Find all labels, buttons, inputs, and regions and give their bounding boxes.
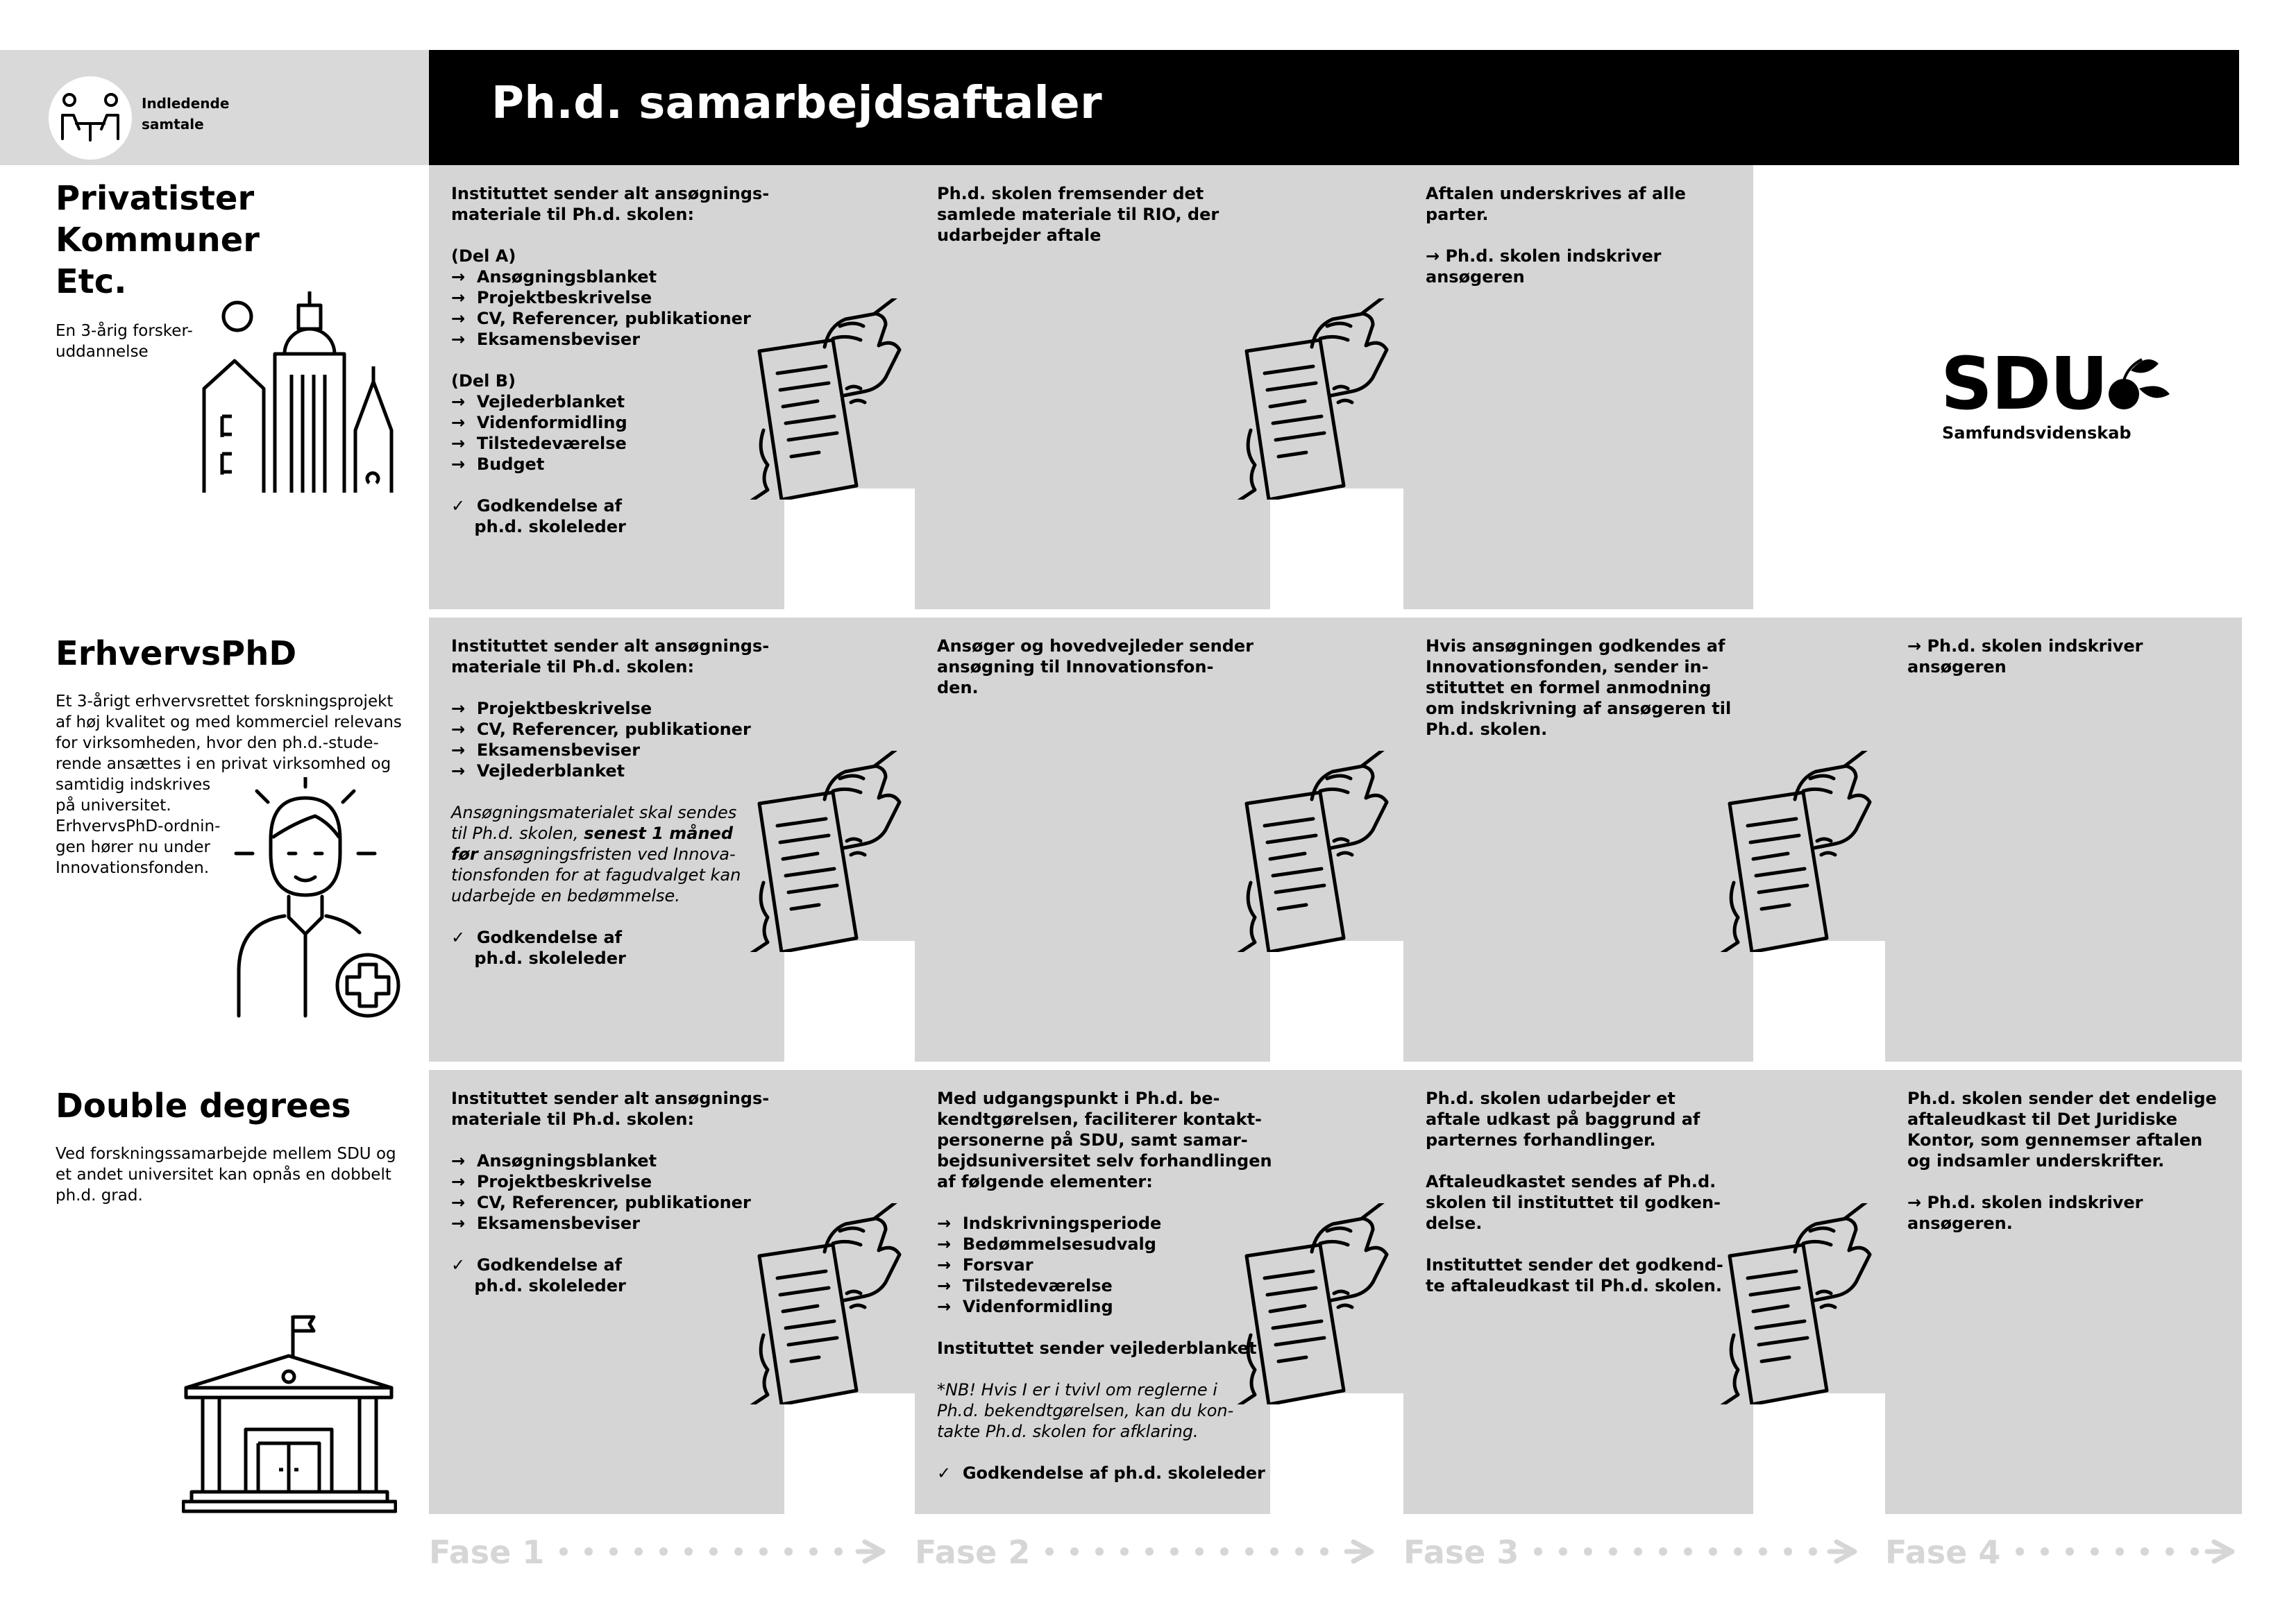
step-text-span: før [451, 844, 478, 864]
step-text-span: om indskrivning af ansøgeren til [1426, 699, 1732, 718]
step-text-span: → CV, Referencer, publikationer [451, 309, 751, 328]
step-text-line [451, 1192, 770, 1213]
step-text-span: materiale til Ph.d. skolen: [451, 1110, 695, 1129]
step-text-line [937, 1442, 1256, 1463]
city-buildings-icon [194, 291, 403, 502]
step-text-span: Aftalen underskrives af alle [1426, 184, 1686, 203]
document-handoff-icon [743, 751, 909, 938]
step-text-span: og indsamler underskrifter. [1907, 1151, 2165, 1171]
step-text-line [937, 1088, 1256, 1109]
step-text-span: (Del B) [451, 371, 516, 391]
step-text-line [451, 760, 770, 781]
step-text-span: → Forsvar [937, 1255, 1033, 1275]
step-text-line [451, 246, 770, 266]
step-text-span: Ph.d. bekendtgørelsen, kan du kon- [937, 1401, 1234, 1420]
step-text-line [451, 1255, 770, 1275]
step-text-span: Ansøgningsmaterialet skal sendes [451, 803, 737, 822]
step-text-line [937, 1255, 1256, 1275]
step-text-span: Instituttet sender alt ansøgnings- [451, 636, 770, 656]
step-text-span: → Tilstedeværelse [937, 1276, 1113, 1295]
step-text-line [1426, 719, 1745, 740]
step-text-line [937, 677, 1256, 698]
step-text-line [1907, 1213, 2227, 1234]
step-text-line [451, 802, 770, 823]
step-text-span: ansøgningsfristen ved Innova- [478, 844, 736, 864]
step-text-line [451, 1109, 770, 1130]
step-text-span: → Videnformidling [451, 413, 627, 432]
step-text-span: → Vejlederblanket [451, 392, 625, 411]
step-text-span: ph.d. skoleleder [451, 517, 626, 536]
step-text-span: *NB! Hvis I er i tvivl om reglerne i [937, 1380, 1217, 1400]
step-text [937, 183, 1256, 246]
step-text-line [1426, 1213, 1745, 1234]
category-desc-erhvervsphd: Et 3-årigt erhvervsrettet forskningsprojekt af høj kvalitet og med kommerciel relevans for virksomheden, hvor den ph.d.-stude- rende ansættes i en privat virksomhed og samtidig indskrives på universitet. ErhvervsPhD-ordnin- gen hører nu under Innovationsfonden. [56, 692, 402, 877]
step-text-span: → CV, Referencer, publikationer [451, 720, 751, 739]
step-text-line [451, 1234, 770, 1255]
step-text-span: → Videnformidling [937, 1297, 1113, 1316]
step-text-span: → Eksamensbeviser [451, 330, 641, 349]
step-text-span: senest 1 måned [584, 824, 734, 843]
step-text-span: ph.d. skoleleder [451, 949, 626, 968]
step-text-line [451, 225, 770, 246]
phase-label: Fase 3 [1403, 1533, 1519, 1571]
step-text-line [451, 308, 770, 329]
phase-label: Fase 1 [429, 1533, 545, 1571]
document-handoff-icon [1230, 298, 1396, 486]
step-text-line [451, 636, 770, 656]
step-text-span: → Indskrivningsperiode [937, 1214, 1162, 1233]
step-text-line [1426, 183, 1745, 204]
step-text-line [451, 183, 770, 204]
step-text-line [451, 266, 770, 287]
step-text-line [937, 1379, 1256, 1400]
step-text-span: → Ansøgningsblanket [451, 1151, 657, 1171]
step-text-line [1426, 1255, 1745, 1275]
step-text-span: ✓ Godkendelse af [451, 496, 623, 516]
category-desc-private: En 3-årig forsker- uddannelse [56, 322, 193, 361]
step-text-line [937, 1130, 1256, 1150]
step-text-span: → Projektbeskrivelse [451, 1172, 652, 1191]
document-handoff-icon [1713, 751, 1880, 938]
step-text-line [937, 1400, 1256, 1421]
step-text-span: → Budget [451, 454, 545, 474]
step-text-span: ✓ Godkendelse af [451, 1255, 623, 1275]
step-text-span: kendtgørelsen, faciliterer kontakt- [937, 1110, 1263, 1129]
step-text-line [451, 371, 770, 391]
step-text-line [1426, 225, 1745, 246]
step-text-line [1426, 246, 1745, 266]
step-text-span: bejdsuniversitet selv forhandlingen [937, 1151, 1272, 1171]
step-text-line [1426, 636, 1745, 656]
step-text-line [451, 204, 770, 225]
phase-arrow [555, 1538, 888, 1565]
step-text-line [451, 412, 770, 433]
sdu-logo-subtitle: Samfundsvidenskab [1942, 423, 2132, 443]
step-text-line [451, 823, 770, 844]
step-text-line [451, 287, 770, 308]
document-handoff-icon [1230, 1203, 1396, 1391]
step-text-line [1426, 266, 1745, 287]
step-text-line [937, 1213, 1256, 1234]
step-text-span: → Projektbeskrivelse [451, 288, 652, 307]
category-desc-double-degrees: Ved forskningssamarbejde mellem SDU og et andet universitet kan opnås en dobbelt ph.d. grad. [56, 1145, 396, 1205]
step-text-line [937, 1171, 1256, 1192]
step-text-span: → Vejlederblanket [451, 761, 625, 781]
step-text-span: → Eksamensbeviser [451, 1214, 641, 1233]
step-text [451, 1088, 770, 1296]
step-text-span: Ph.d. skolen sender det endelige [1907, 1089, 2217, 1108]
step-text [1907, 1088, 2227, 1234]
apple-icon [2093, 347, 2177, 426]
step-text-line [1907, 1109, 2227, 1130]
step-text-line [1426, 1234, 1745, 1255]
step-text-span: ansøgeren. [1907, 1214, 2013, 1233]
step-text [937, 1088, 1272, 1484]
step-text-line [937, 225, 1256, 246]
step-text-span: Instituttet sender det godkend- [1426, 1255, 1723, 1275]
step-text [451, 183, 770, 537]
step-text-line [937, 1275, 1256, 1296]
step-box-r2-f4 [1885, 618, 2242, 1062]
document-handoff-icon [743, 298, 909, 486]
step-text-line [451, 1088, 770, 1109]
step-text-line [1907, 1150, 2227, 1171]
phase-label: Fase 4 [1885, 1533, 2001, 1571]
step-text-line [451, 329, 770, 350]
step-text-span: Instituttet sender alt ansøgnings- [451, 1089, 770, 1108]
step-text-span: → Ph.d. skolen indskriver [1907, 636, 2143, 656]
page-title: Ph.d. samarbejdsaftaler [491, 78, 1103, 129]
step-text [1426, 1088, 1745, 1296]
category-title-double-degrees: Double degrees [56, 1087, 351, 1125]
step-text-line [1426, 656, 1745, 677]
step-text-span: personerne på SDU, samt samar- [937, 1130, 1248, 1150]
step-text-line [937, 183, 1256, 204]
document-handoff-icon [1230, 751, 1396, 938]
step-text-line [451, 865, 770, 885]
step-text-span: te aftaleudkast til Ph.d. skolen. [1426, 1276, 1722, 1295]
step-text-span: → Eksamensbeviser [451, 740, 641, 760]
step-text-line [937, 204, 1256, 225]
step-text-span: Innovationsfonden, sender in- [1426, 657, 1709, 677]
step-text-line [1426, 1275, 1745, 1296]
step-text-span: af følgende elementer: [937, 1172, 1153, 1191]
step-text-span: Ph.d. skolen fremsender det [937, 184, 1204, 203]
step-text-line [451, 475, 770, 495]
step-text-line [937, 1296, 1256, 1317]
step-text-line [451, 927, 770, 948]
step-text-span: skolen til instituttet til godken- [1426, 1193, 1721, 1212]
employee-plus-icon [229, 777, 410, 1037]
step-text-line [451, 948, 770, 969]
step-text-line [451, 1130, 770, 1150]
step-text-line [451, 698, 770, 719]
step-text-span: Hvis ansøgningen godkendes af [1426, 636, 1725, 656]
step-text-span: ph.d. skoleleder [451, 1276, 626, 1295]
step-text-span: stituttet en formel anmodning [1426, 678, 1712, 697]
intro-label: Indledende samtale [142, 95, 230, 133]
phase-arrow [1530, 1538, 1860, 1565]
step-text-span: → Bedømmelsesudvalg [937, 1234, 1156, 1254]
sdu-logo: SDU [1941, 341, 2107, 426]
step-text-line [937, 656, 1256, 677]
step-text-span: Med udgangspunkt i Ph.d. be- [937, 1089, 1220, 1108]
step-text-span: tionsfonden for at fagudvalget kan [451, 865, 741, 885]
category-title-private [56, 178, 260, 303]
phase-arrow [1041, 1538, 1377, 1565]
document-handoff-icon [1713, 1203, 1880, 1391]
step-text-span: → CV, Referencer, publikationer [451, 1193, 751, 1212]
step-text-line [937, 1421, 1256, 1442]
step-text-line [1426, 1171, 1745, 1192]
step-text-span: materiale til Ph.d. skolen: [451, 205, 695, 224]
step-text-line [451, 433, 770, 454]
step-text-span: til Ph.d. skolen, [451, 824, 584, 843]
step-text-span: → Projektbeskrivelse [451, 699, 652, 718]
step-text-line [451, 495, 770, 516]
step-text-line [1907, 656, 2227, 677]
step-text-span: Ph.d. skolen udarbejder et [1426, 1089, 1675, 1108]
step-text-line [451, 1171, 770, 1192]
step-text-span: aftale udkast på baggrund af [1426, 1110, 1700, 1129]
university-building-icon [182, 1311, 397, 1522]
step-text-line [451, 677, 770, 698]
step-text-line [451, 656, 770, 677]
step-text-line [937, 1109, 1263, 1130]
step-text-span: Ph.d. skolen. [1426, 720, 1548, 739]
step-text-line [1907, 1088, 2227, 1109]
step-text-span: → Ph.d. skolen indskriver [1907, 1193, 2143, 1212]
step-text-span: samlede materiale til RIO, der [937, 205, 1219, 224]
step-text-span: → Ansøgningsblanket [451, 267, 657, 287]
phase-label: Fase 2 [915, 1533, 1031, 1571]
step-text-line [451, 719, 770, 740]
step-text-span: Instituttet sender alt ansøgnings- [451, 184, 770, 203]
category-title-erhvervsphd: ErhvervsPhD [56, 634, 297, 673]
step-text-span: Ansøger og hovedvejleder sender [937, 636, 1254, 656]
step-text-span: udarbejde en bedømmelse. [451, 886, 680, 906]
step-text-line [937, 636, 1256, 656]
step-text-span: → Tilstedeværelse [451, 434, 627, 453]
step-text-line [451, 1213, 770, 1234]
step-text-span: (Del A) [451, 246, 516, 266]
step-text-line [451, 906, 770, 927]
step-text-span: aftaleudkast til Det Juridiske [1907, 1110, 2178, 1129]
step-text-line [1426, 677, 1745, 698]
step-text-span: Kontor, som gennemser aftalen [1907, 1130, 2203, 1150]
step-text-line [937, 1338, 1256, 1359]
step-text-span: parter. [1426, 205, 1489, 224]
document-handoff-icon [743, 1203, 909, 1391]
category-title-line: Etc. [56, 262, 127, 301]
step-text-span: den. [937, 678, 979, 697]
step-text-line [451, 885, 770, 906]
step-text [937, 636, 1256, 698]
step-text-line [1426, 1150, 1745, 1171]
step-text-line [451, 454, 770, 475]
meeting-icon [49, 76, 132, 160]
step-text-span: delse. [1426, 1214, 1483, 1233]
step-text-line [1426, 204, 1745, 225]
step-text-line [937, 1234, 1256, 1255]
step-text-span: Instituttet sender vejlederblanket [937, 1339, 1257, 1358]
step-text [1426, 183, 1745, 287]
step-text-line [937, 1359, 1256, 1379]
step-text-span: ✓ Godkendelse af ph.d. skoleleder [937, 1463, 1265, 1483]
step-text-line [1907, 1130, 2227, 1150]
step-text-span: ansøgning til Innovationsfon- [937, 657, 1214, 677]
step-text-span: materiale til Ph.d. skolen: [451, 657, 695, 677]
step-text-span: udarbejder aftale [937, 226, 1101, 245]
step-text-line [1426, 1088, 1745, 1109]
step-text-line [1907, 1171, 2227, 1192]
step-text-line [1426, 1192, 1745, 1213]
step-text-line [937, 1150, 1272, 1171]
step-text-line [1907, 1192, 2227, 1213]
step-text-line [451, 516, 770, 537]
step-text-line [451, 1150, 770, 1171]
step-text-line [1426, 1109, 1745, 1130]
step-text-span: → Ph.d. skolen indskriver [1426, 246, 1662, 266]
step-text-line [451, 391, 770, 412]
phase-arrow [2011, 1538, 2238, 1565]
step-text [1907, 636, 2227, 677]
step-text-line [1426, 698, 1745, 719]
step-text-span: ansøgeren [1907, 657, 2007, 677]
step-text-line [451, 844, 770, 865]
step-text-line [937, 1317, 1256, 1338]
step-text-line [937, 1192, 1256, 1213]
step-text-line [937, 1463, 1265, 1484]
step-text-span: takte Ph.d. skolen for afklaring. [937, 1422, 1199, 1441]
category-title-line: Kommuner [56, 221, 260, 260]
step-text-span: ✓ Godkendelse af [451, 928, 623, 947]
step-text-span: Aftaleudkastet sendes af Ph.d. [1426, 1172, 1716, 1191]
step-text [1426, 636, 1745, 740]
step-text-line [451, 781, 770, 802]
step-text-line [451, 350, 770, 371]
step-text-line [451, 740, 770, 760]
step-text-line [1907, 636, 2227, 656]
step-text [451, 636, 770, 969]
step-text-span: ansøgeren [1426, 267, 1525, 287]
category-title-line: Privatister [56, 179, 255, 218]
step-text-line [1426, 1130, 1745, 1150]
step-text-line [451, 1275, 770, 1296]
step-text-span: parternes forhandlinger. [1426, 1130, 1656, 1150]
